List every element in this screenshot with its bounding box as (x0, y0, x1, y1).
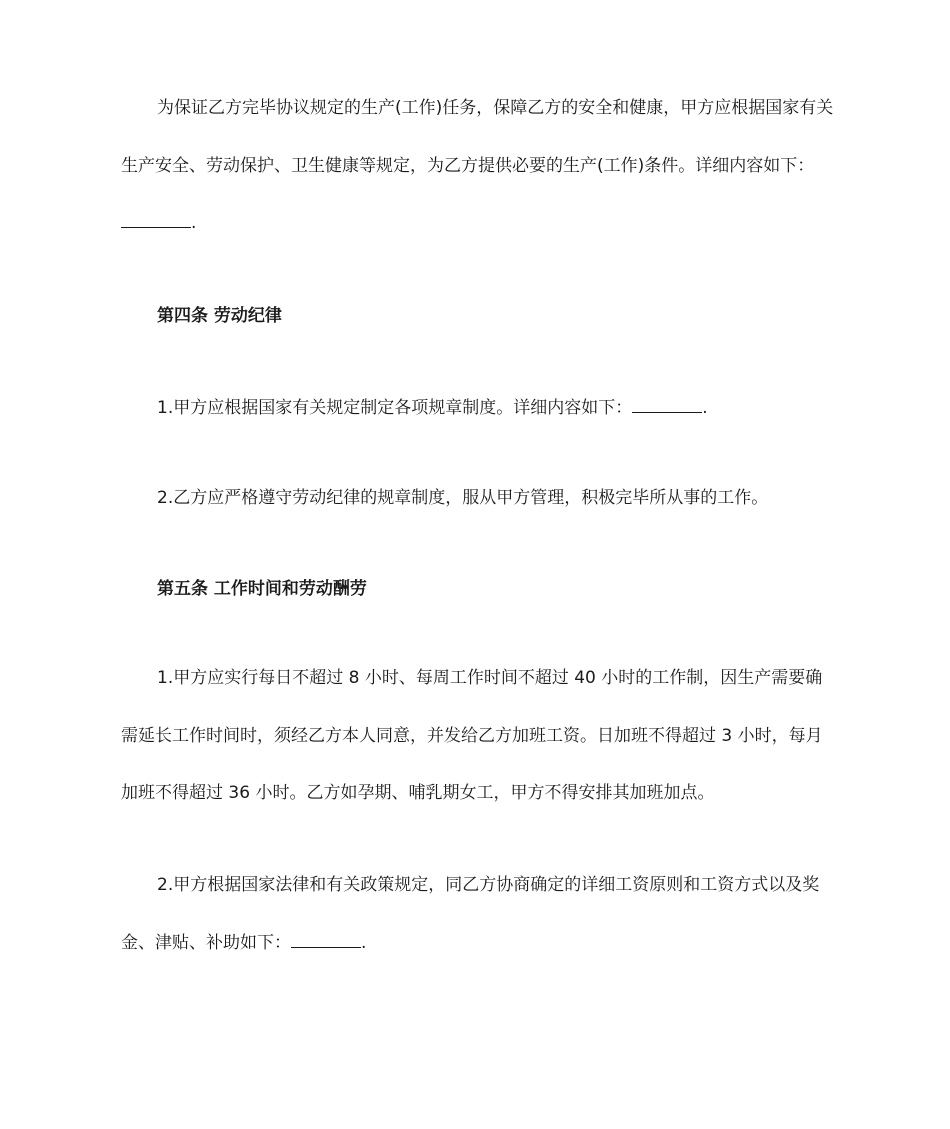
article-4-heading: 第四条 劳动纪律 (157, 306, 282, 326)
article-5-item-1: 1.甲方应实行每日不超过 8 小时、每周工作时间不超过 40 小时的工作制，因生产需要确需延长工作时间时，须经乙方本人同意，并发给乙方加班工资。日加班不得超过 3 小时，每月加班不得超过 36 小时。乙方如孕期、哺乳期女工，甲方不得安排其加班加点。 (121, 668, 823, 803)
article-4-item-1 (157, 396, 708, 420)
item-text: 2.甲方根据国家法律和有关政策规定，同乙方协商确定的详细工资原则和工资方式以及奖金、津贴、补助如下： (121, 875, 820, 953)
article-5-heading: 第五条 工作时间和劳动酬劳 (157, 579, 367, 599)
fill-in-blank (632, 398, 702, 413)
item-tail: . (361, 932, 367, 953)
fill-in-blank (121, 213, 191, 228)
article-5-item-2 (121, 857, 836, 972)
item-text: 1.甲方应根据国家有关规定制定各项规章制度。详细内容如下： (157, 398, 633, 418)
fill-in-blank (291, 933, 361, 948)
article-4-item-2: 2.乙方应严格遵守劳动纪律的规章制度，服从甲方管理，积极完毕所从事的工作。 (157, 488, 769, 508)
paragraph-text: 为保证乙方完毕协议规定的生产(工作)任务，保障乙方的安全和健康，甲方应根据国家有关生产安全、劳动保护、卫生健康等规定，为乙方提供必要的生产(工作)条件。详细内容如下： (121, 98, 834, 176)
paragraph-work-conditions (121, 80, 836, 253)
item-tail: . (702, 398, 708, 418)
paragraph-tail: . (191, 213, 197, 233)
